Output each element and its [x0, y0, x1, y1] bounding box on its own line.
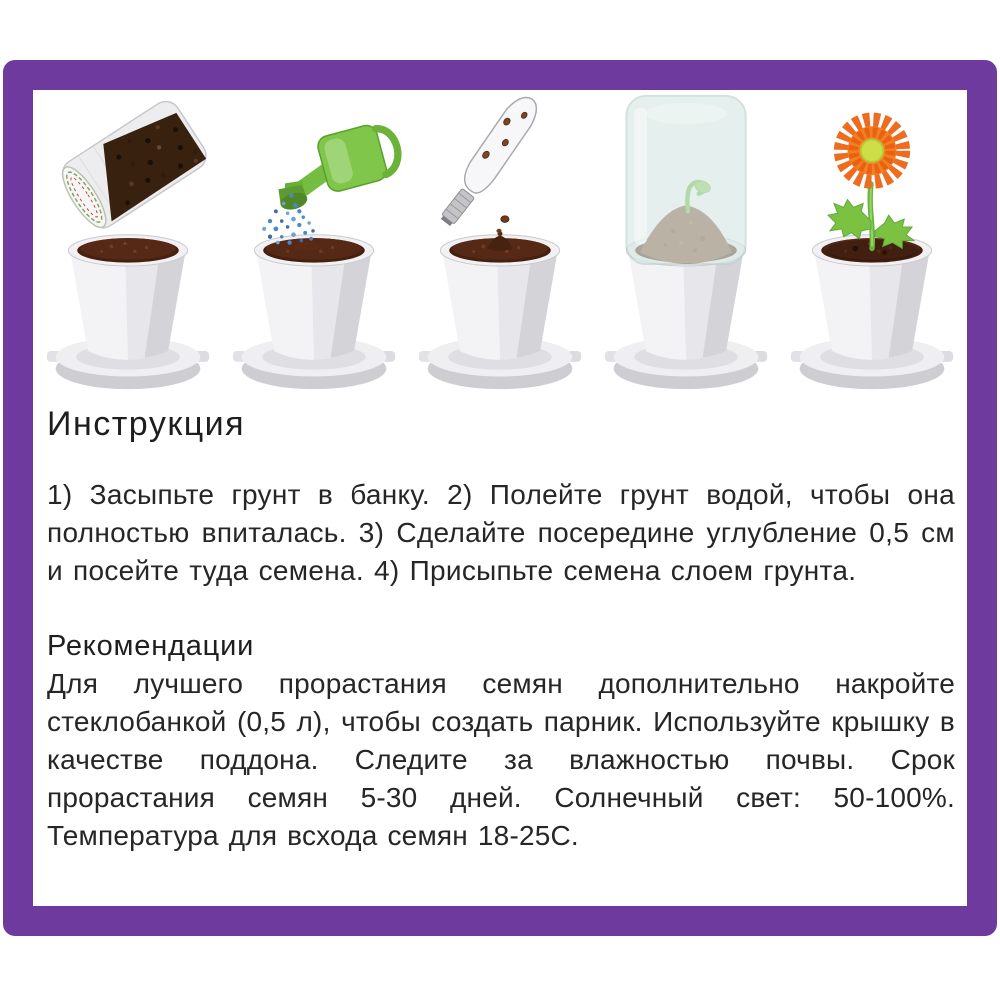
seed-scoop-pot-icon: [407, 94, 593, 397]
watering-can-pot-icon: [221, 94, 407, 397]
instructions-title: Инструкция: [47, 405, 246, 443]
orange-flower-pot-icon: [779, 94, 965, 397]
instruction-card: [3, 60, 997, 936]
recommendations-title: Рекомендации: [47, 630, 255, 662]
instructions-body: 1) Засыпьте грунт в банку. 2) Полейте грунт водой, чтобы она полностью впиталась. 3) Сделайте посередине углубление 0,5 см и посейте туда семена. 4) Присыпьте семена слоем грунта.: [47, 479, 955, 586]
step-2-water-soil: [221, 94, 407, 397]
step-1-fill-soil: [35, 94, 221, 397]
soil-bag-pot-icon: [35, 94, 221, 397]
step-4-cover-jar: [593, 94, 779, 397]
recommendations-body: Для лучшего прорастания семян дополнительно накройте стеклобанкой (0,5 л), чтобы создать парник. Используйте крышку в качестве поддона. Следите за влажностью почвы. Срок прорастания семян 5-30 дней. Солнечный свет: 50-100%. Температура для всхода семян 18-25С.: [47, 668, 955, 851]
step-illustrations-row: [33, 90, 967, 397]
step-5-grown-flower: [779, 94, 965, 397]
step-3-sow-seeds: [407, 94, 593, 397]
card-text-content: [33, 397, 967, 855]
glass-jar-sprout-pot-icon: [593, 94, 779, 397]
